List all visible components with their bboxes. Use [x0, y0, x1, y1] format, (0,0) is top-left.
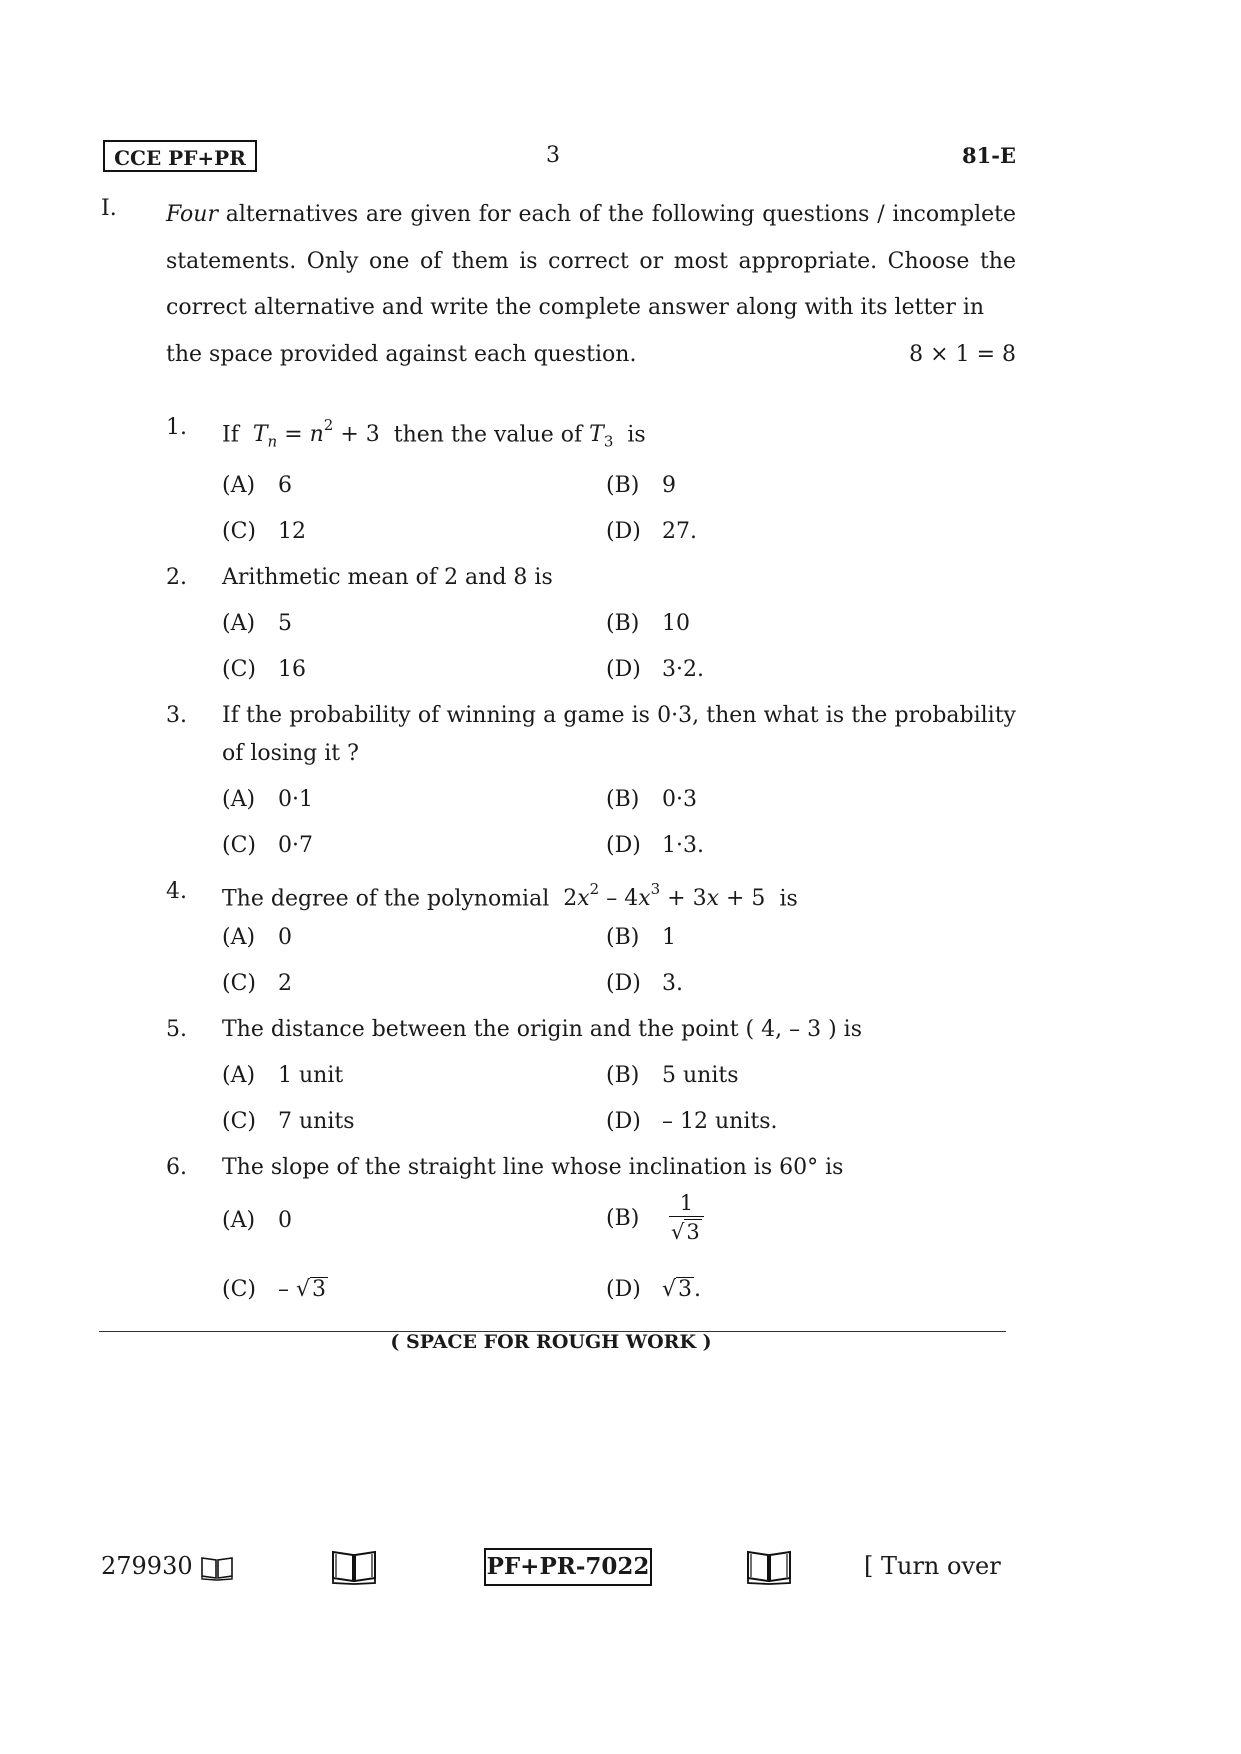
- turn-over-label: [ Turn over: [864, 1552, 1001, 1580]
- question-number: 2.: [166, 565, 187, 590]
- question-text: Arithmetic mean of 2 and 8 is: [222, 565, 553, 590]
- section-instructions: [166, 192, 1016, 378]
- rough-work-label: ( SPACE FOR ROUGH WORK ): [390, 1331, 712, 1353]
- option: (C) – √3: [222, 1277, 327, 1302]
- question-text: The degree of the polynomial $2x^2 - 4x^3 + 3x + 5$ is: [222, 880, 798, 912]
- option: (B) 5 units: [606, 1063, 739, 1088]
- option: (C) 0·7: [222, 833, 313, 858]
- option: (C) 7 units: [222, 1109, 355, 1134]
- option: (B) 9: [606, 473, 676, 498]
- question-number: 1.: [166, 415, 187, 440]
- question-text: If $T_n = n^2 + 3$ then the value of $T_3$ is: [222, 416, 646, 451]
- footer-serial: 279930: [101, 1548, 234, 1584]
- header-subject-box: CCE PF+PR: [103, 140, 257, 172]
- math-expression: $T_3$: [589, 422, 614, 451]
- option: (D) 27.: [606, 519, 697, 544]
- option: (A) 0·1: [222, 787, 313, 812]
- question-text: The distance between the origin and the point ( 4, – 3 ) is: [222, 1017, 862, 1042]
- book-icon: [745, 1548, 793, 1586]
- option: (D) 1·3.: [606, 833, 704, 858]
- section-number: I.: [101, 196, 117, 221]
- option: (D) – 12 units.: [606, 1109, 778, 1134]
- question-number: 4.: [166, 879, 187, 904]
- question-number: 6.: [166, 1155, 187, 1180]
- option: (A) 1 unit: [222, 1063, 344, 1088]
- page-number: 3: [546, 143, 560, 168]
- paper-code: 81-E: [962, 143, 1016, 168]
- instruction-italic-word: Four: [166, 202, 218, 227]
- fraction: $\frac{1}{√3}$: [669, 1190, 704, 1247]
- question-text: The slope of the straight line whose inclination is 60° is: [222, 1155, 844, 1180]
- book-icon: [200, 1555, 234, 1581]
- question-number: 3.: [166, 703, 187, 728]
- option: (D) √3.: [606, 1277, 702, 1302]
- option: (B) 1: [606, 925, 676, 950]
- option: (A) 5: [222, 611, 292, 636]
- question-number: 5.: [166, 1017, 187, 1042]
- option: (C) 12: [222, 519, 306, 544]
- option: (A) 0: [222, 1208, 292, 1233]
- option: (C) 2: [222, 971, 292, 996]
- option: (B) 10: [606, 611, 690, 636]
- instruction-text: alternatives are given for each of the following questions / incomplete statements. Only one of them is correct or most appropriate. Choose the correct alternative and write the complete answer along with its letter in: [166, 202, 1016, 320]
- book-icon: [330, 1548, 378, 1586]
- option: (A) 6: [222, 473, 292, 498]
- option: (D) 3.: [606, 971, 683, 996]
- option: (D) 3·2.: [606, 657, 704, 682]
- footer-code-box: PF+PR-7022: [484, 1548, 652, 1586]
- option: (C) 16: [222, 657, 306, 682]
- instruction-last-line: the space provided against each question.: [166, 341, 637, 367]
- math-expression: $2x^2 - 4x^3 + 3x + 5$: [563, 880, 766, 912]
- option: (B) $\frac{1}{√3}$: [606, 1190, 704, 1247]
- question-text: If the probability of winning a game is 0·3, then what is the probability of losing it ?: [222, 703, 1016, 766]
- marks-scheme: 8 × 1 = 8: [909, 341, 1016, 367]
- option: (A) 0: [222, 925, 292, 950]
- math-expression: $T_n = n^2 + 3$: [252, 416, 380, 451]
- option: (B) 0·3: [606, 787, 697, 812]
